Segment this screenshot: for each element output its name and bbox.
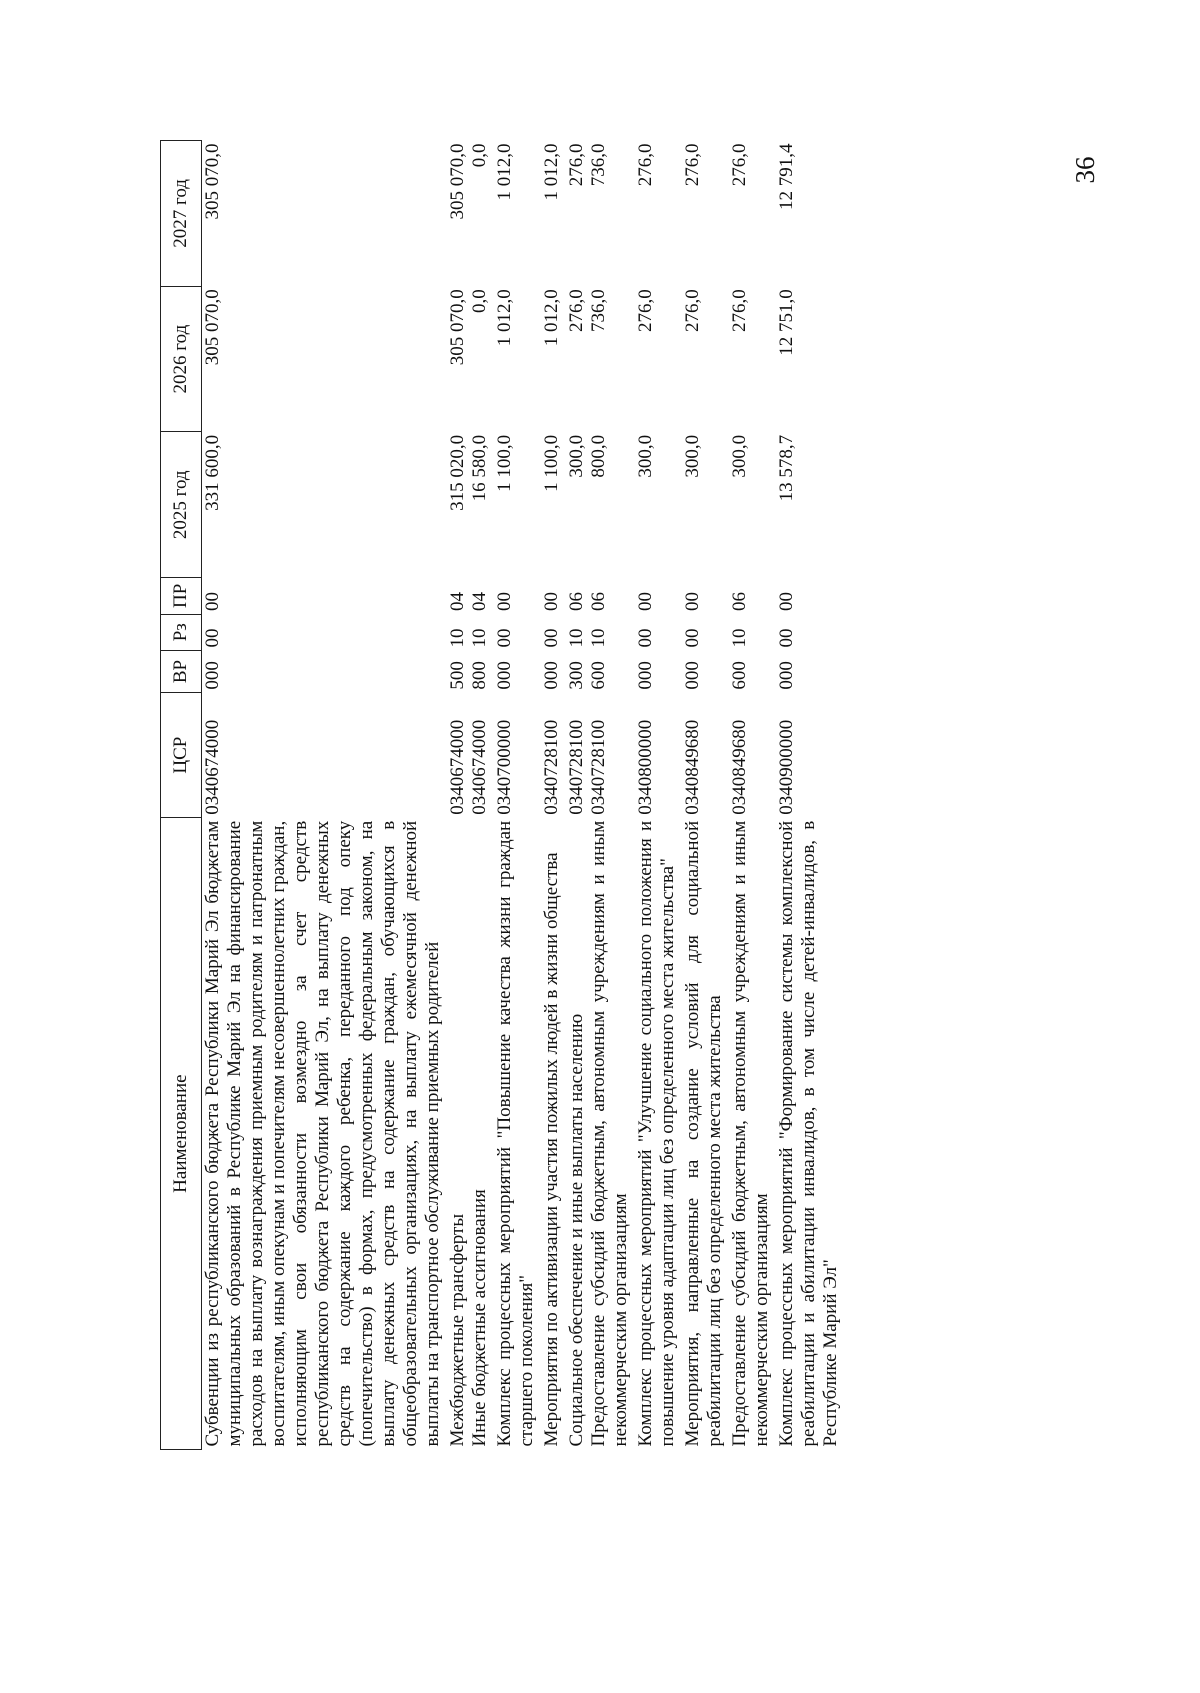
row-pr-code: 04 — [469, 592, 490, 612]
row-rz-code: 10 — [566, 628, 587, 648]
row-amount-2025: 800,0 — [588, 434, 609, 478]
row-csr-code: 0340674000 — [447, 719, 468, 815]
row-amount-2025: 300,0 — [566, 434, 587, 478]
row-amount-2026: 1 012,0 — [494, 289, 515, 347]
header-rz: Рз — [161, 614, 202, 650]
row-amount-2026: 1 012,0 — [541, 289, 562, 347]
table-row — [632, 141, 679, 1450]
rotated-page-content — [160, 140, 1150, 1450]
row-csr-code: 0340849680 — [729, 719, 750, 815]
row-name: Межбюджетные трансферты — [447, 1213, 468, 1447]
row-vr-code: 000 — [776, 661, 797, 690]
row-rz-code: 10 — [447, 628, 468, 648]
row-name: Субвенции из республиканского бюджета Республики Марий Эл бюджетам муниципальных образований в Республике Марий Эл на финансирование расходов на выплату вознаграждения приемным родителям и патронатным воспитателям, иным опекунам и попечителям несовершеннолетних граждан, исполняющим свои обязанности возмездно за счет средств республиканского бюджета Республики Марий Эл, на выплату денежных средств на содержание каждого ребенка, переданного под опеку (попечительство) в формах, предусмотренных федеральным законом, на выплату денежных средств на содержание граждан, обучающихся в общеобразовательных организациях, на выплату ежемесячной денежной выплаты на транспортное обслуживание приемных родителей — [202, 820, 443, 1447]
row-amount-2026: 305 070,0 — [202, 289, 223, 366]
row-name: Иные бюджетные ассигнования — [469, 1189, 490, 1447]
row-amount-2027: 1 012,0 — [541, 143, 562, 201]
row-pr-code: 06 — [588, 592, 609, 612]
row-rz-code: 00 — [494, 628, 515, 648]
row-amount-2026: 305 070,0 — [447, 289, 468, 366]
header-pr: ПР — [161, 578, 202, 614]
table-row — [563, 141, 588, 1450]
row-amount-2025: 13 578,7 — [776, 434, 797, 502]
row-amount-2027: 0,0 — [469, 143, 490, 168]
row-rz-code: 00 — [541, 628, 562, 648]
row-csr-code: 0340700000 — [494, 719, 515, 815]
row-amount-2026: 276,0 — [682, 289, 703, 332]
row-amount-2027: 1 012,0 — [494, 143, 515, 201]
row-pr-code: 04 — [447, 592, 468, 612]
row-amount-2026: 276,0 — [566, 289, 587, 332]
row-amount-2026: 736,0 — [588, 289, 609, 332]
row-pr-code: 00 — [635, 592, 656, 612]
table-row — [588, 141, 632, 1450]
row-amount-2025: 1 100,0 — [494, 434, 515, 492]
table-row — [773, 141, 842, 1450]
row-amount-2026: 276,0 — [729, 289, 750, 332]
row-amount-2025: 331 600,0 — [202, 434, 223, 511]
table-body — [202, 141, 843, 1450]
row-vr-code: 000 — [202, 661, 223, 690]
row-vr-code: 000 — [682, 661, 703, 690]
row-name: Социальное обеспечение и иные выплаты населению — [566, 1013, 587, 1447]
row-amount-2027: 276,0 — [729, 143, 750, 187]
row-pr-code: 00 — [682, 592, 703, 612]
table-row — [491, 141, 538, 1450]
table-row — [538, 141, 563, 1450]
row-csr-code: 0340849680 — [682, 719, 703, 815]
row-rz-code: 00 — [776, 628, 797, 648]
row-name: Предоставление субсидий бюджетным, автономным учреждениям и иным некоммерческим организациям — [588, 820, 631, 1447]
row-name: Комплекс процессных мероприятий "Формирование системы комплексной реабилитации и абилитации инвалидов, в том числе детей-инвалидов, в Республике Марий Эл" — [776, 820, 841, 1447]
row-amount-2025: 300,0 — [635, 434, 656, 478]
row-amount-2025: 300,0 — [729, 434, 750, 478]
header-2026: 2026 год — [161, 286, 202, 432]
row-csr-code: 0340728100 — [541, 719, 562, 815]
row-amount-2026: 276,0 — [635, 289, 656, 332]
row-csr-code: 0340728100 — [588, 719, 609, 815]
row-amount-2026: 12 751,0 — [776, 289, 797, 356]
row-pr-code: 06 — [729, 592, 750, 612]
row-amount-2027: 276,0 — [635, 143, 656, 187]
row-csr-code: 0340674000 — [202, 719, 223, 815]
row-amount-2025: 300,0 — [682, 434, 703, 478]
row-amount-2027: 276,0 — [566, 143, 587, 187]
table-row — [726, 141, 773, 1450]
row-pr-code: 06 — [566, 592, 587, 612]
row-rz-code: 00 — [635, 628, 656, 648]
row-amount-2025: 315 020,0 — [447, 434, 468, 511]
row-amount-2025: 16 580,0 — [469, 434, 490, 502]
row-name: Мероприятия, направленные на создание условий для социальной реабилитации лиц без определенного места жительства — [682, 820, 725, 1447]
row-vr-code: 600 — [588, 661, 609, 690]
row-csr-code: 0340900000 — [776, 719, 797, 815]
row-amount-2027: 276,0 — [682, 143, 703, 187]
row-name: Комплекс процессных мероприятий "Повышение качества жизни граждан старшего поколения" — [494, 820, 537, 1447]
row-pr-code: 00 — [776, 592, 797, 612]
row-pr-code: 00 — [202, 592, 223, 612]
row-rz-code: 10 — [729, 628, 750, 648]
row-vr-code: 500 — [447, 661, 468, 690]
header-vr: ВР — [161, 650, 202, 692]
table-row — [679, 141, 726, 1450]
row-amount-2027: 305 070,0 — [202, 143, 223, 220]
row-vr-code: 800 — [469, 661, 490, 690]
row-csr-code: 0340728100 — [566, 719, 587, 815]
row-pr-code: 00 — [494, 592, 515, 612]
row-vr-code: 000 — [494, 661, 515, 690]
header-2027: 2027 год — [161, 141, 202, 287]
table-row — [444, 141, 469, 1450]
budget-table — [160, 140, 842, 1450]
table-header-row — [161, 141, 202, 1450]
header-name: Наименование — [161, 818, 202, 1450]
header-2025: 2025 год — [161, 432, 202, 578]
header-csr: ЦСР — [161, 693, 202, 818]
row-csr-code: 0340674000 — [469, 719, 490, 815]
table-row — [202, 141, 445, 1450]
row-pr-code: 00 — [541, 592, 562, 612]
row-vr-code: 300 — [566, 661, 587, 690]
row-rz-code: 10 — [588, 628, 609, 648]
row-amount-2027: 12 791,4 — [776, 143, 797, 210]
row-rz-code: 00 — [202, 628, 223, 648]
row-name: Мероприятия по активизации участия пожилых людей в жизни общества — [541, 852, 562, 1447]
row-vr-code: 000 — [541, 661, 562, 690]
row-amount-2027: 305 070,0 — [447, 143, 468, 220]
table-row — [469, 141, 491, 1450]
row-vr-code: 000 — [635, 661, 656, 690]
page-number: 36 — [1070, 156, 1100, 184]
row-csr-code: 0340800000 — [635, 719, 656, 815]
row-name: Предоставление субсидий бюджетным, автономным учреждениям и иным некоммерческим организациям — [729, 820, 772, 1447]
row-amount-2027: 736,0 — [588, 143, 609, 187]
row-amount-2025: 1 100,0 — [541, 434, 562, 492]
row-vr-code: 600 — [729, 661, 750, 690]
row-rz-code: 10 — [469, 628, 490, 648]
row-rz-code: 00 — [682, 628, 703, 648]
row-name: Комплекс процессных мероприятий "Улучшение социального положения и повышение уровня адаптации лиц без определенного места жительства" — [635, 820, 678, 1447]
row-amount-2026: 0,0 — [469, 289, 490, 313]
